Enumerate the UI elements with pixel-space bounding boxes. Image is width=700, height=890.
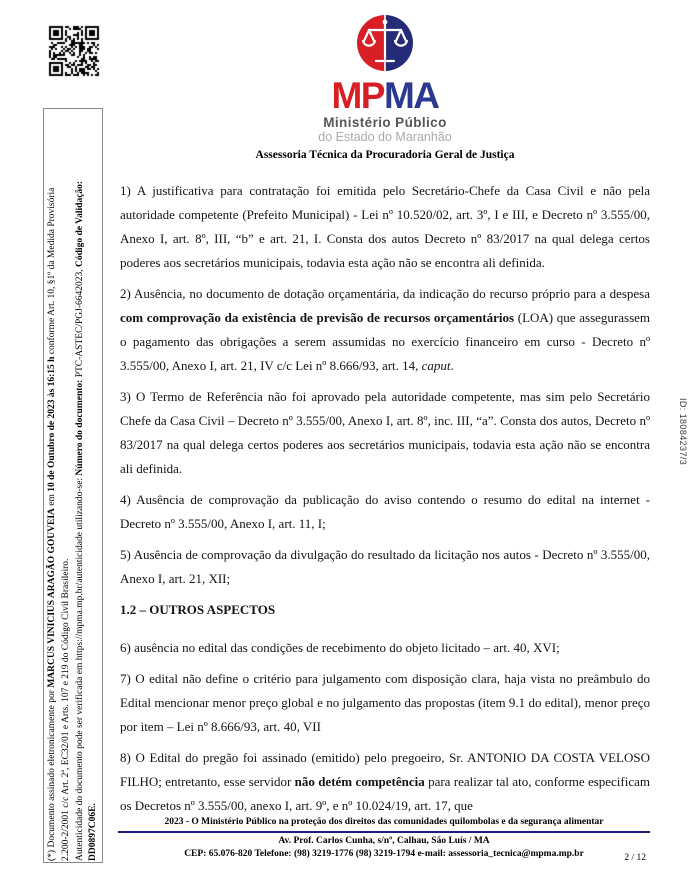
signature-note-line-3: Autenticidade do documento pode ser verificada em https://mpma.mp.br/autenticidade utilizando-se: Número do documento: PTC-ASTEC/PGJ-6642023, Código de Validação: <box>74 180 85 861</box>
department-title: Assessoria Técnica da Procuradoria Geral de Justiça <box>255 149 515 161</box>
logo-subtitle-2: do Estado do Maranhão <box>318 130 452 144</box>
paragraph-4: 4) Ausência de comprovação da publicação do aviso contendo o resumo do edital na internet - Decreto nº 3.555/00, Anexo I, art. 11, I; <box>120 492 650 531</box>
signature-note <box>46 110 102 861</box>
footer-address-line1: Av. Prof. Carlos Cunha, s/nº, Calhau, São Luís / MA <box>278 836 490 846</box>
document-id-label: ID: 18084237/3 <box>678 398 688 466</box>
signature-note-line-4: DD0897C06E. <box>88 803 99 861</box>
paragraph-8: 7) O edital não define o critério para julgamento com disposição clara, haja vista no preâmbulo do Edital mencionar menor preço global e no julgamento das propostas (item 9.1 do edital), menor preço por item – Lei nº 8.666/93, art. 40, VII <box>120 671 650 734</box>
signature-note-line-1: (*) Documento assinado eletronicamente por MARCUS VINICIUS ARAGÃO GOUVEIA em 10 de Outubro de 2023 às 16:15 h conforme Art. 10, §1º da Medida Provisória <box>47 187 57 861</box>
qr-code <box>48 23 100 79</box>
document-body <box>120 179 650 825</box>
header <box>120 14 650 161</box>
footer <box>118 816 650 863</box>
page-number: 2 / 12 <box>624 853 646 863</box>
section-heading-6: 1.2 – OUTROS ASPECTOS <box>120 602 276 617</box>
logo-subtitle-1: Ministério Público <box>323 115 447 130</box>
signature-note-line-2: 2.200-2/2001 c/c Art. 2ª, EC32/01 e Arts. 107 e 219 do Código Civil Brasileiro. <box>60 558 71 861</box>
paragraph-5: 5) Ausência de comprovação da divulgação do resultado da licitação nos autos - Decreto nº 3.555/00, Anexo I, art. 21, XII; <box>120 547 650 586</box>
paragraph-9: 8) O Edital do pregão foi assinado (emitido) pelo pregoeiro, Sr. ANTONIO DA COSTA VELOSO FILHO; entretanto, esse servidor não detém competência para realizar tal ato, conforme especificam os Decretos nº 3.555/00, anexo I, art. 9º, e nº 10.024/19, art. 17, que <box>120 750 651 813</box>
paragraph-7: 6) ausência no edital das condições de recebimento do objeto licitado – art. 40, XVI; <box>120 640 560 655</box>
footer-rule <box>118 831 650 833</box>
paragraph-2: 2) Ausência, no documento de dotação orçamentária, da indicação do recurso próprio para a despesa com comprovação da existência de previsão de recursos orçamentários (LOA) que assegurassem o pagamento das obrigações a serem assumidas no exercício financeiro em curso - Decreto nº 3.555/00, Anexo I, art. 21, IV c/c Lei nº 8.666/93, art. 14, caput. <box>120 286 651 373</box>
logo-acronym <box>120 77 650 114</box>
signature-note-box <box>43 108 103 863</box>
paragraph-3: 3) O Termo de Referência não foi aprovado pela autoridade competente, mas sim pelo Secretário Chefe da Casa Civil – Decreto nº 3.555/00, Anexo I, art. 8º, inc. III, “a”. Consta dos autos, Decreto nº 83/2017 na qual delega certos poderes aos secretários municipais, todavia esta ação não se encontra ali definida. <box>120 389 650 476</box>
footer-motto: 2023 - O Ministério Público na proteção dos direitos das comunidades quilombolas e da segurança alimentar <box>164 817 604 827</box>
paragraph-1: 1) A justificativa para contratação foi emitida pelo Secretário-Chefe da Casa Civil e não pela autoridade competente (Prefeito Municipal) - Lei nº 10.520/02, art. 3º, I e III, e Decreto nº 3.555/00, Anexo I, art. 8º, III, “b” e art. 21, I. Consta dos autos Decreto nº 83/2017 na qual delega certos poderes aos secretários municipais, todavia esta ação não se encontra ali definida. <box>120 183 650 270</box>
logo-acronym-mp: MP <box>331 75 384 116</box>
logo-acronym-ma: MA <box>383 75 439 116</box>
footer-address-line2: CEP: 65.076-820 Telefone: (98) 3219-1776 (98) 3219-1794 e-mail: assessoria_tecnica@mpma.mp.br <box>184 848 584 859</box>
scales-of-justice-icon <box>356 14 414 72</box>
